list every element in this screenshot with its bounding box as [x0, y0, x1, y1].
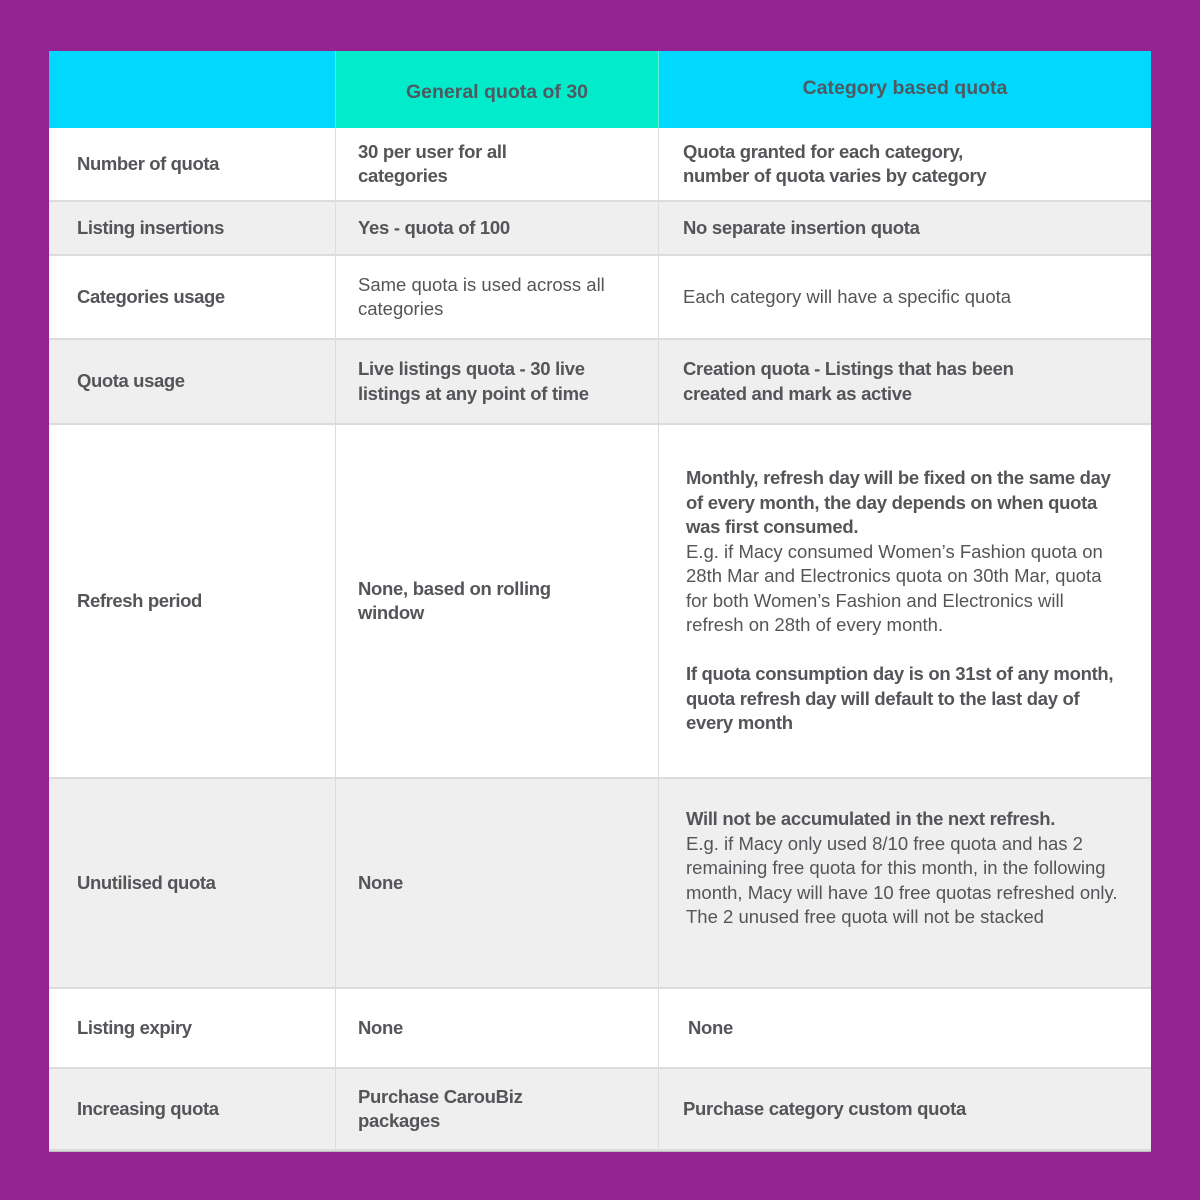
- cell-text: Purchase CarouBiz packages: [358, 1085, 523, 1131]
- general-number-of-quota: [336, 128, 659, 202]
- header-general-quota: General quota of 30: [336, 51, 659, 128]
- refresh-period-details: [686, 466, 1121, 736]
- row-label-quota-usage: Quota usage: [49, 340, 336, 425]
- row-label-unutilised-quota: Unutilised quota: [49, 779, 336, 989]
- refresh-rule-text: Monthly, refresh day will be fixed on the same day of every month, the day depends on when quota was first consumed.: [686, 467, 1111, 538]
- unutilised-example-text: E.g. if Macy only used 8/10 free quota and has 2 remaining free quota for this month, in the following month, Macy will have 10 free quotas refreshed only. The 2 unused free quota will not be stacked: [686, 832, 1118, 927]
- cell-text: Creation quota - Listings that has been created and mark as active: [683, 358, 1014, 404]
- refresh-note-text: If quota consumption day is on 31st of any month, quota refresh day will default to the last day of every month: [686, 663, 1114, 734]
- cell-text: Quota granted for each category, number of quota varies by category: [683, 140, 987, 186]
- row-label-listing-expiry: Listing expiry: [49, 989, 336, 1069]
- header-category-quota: Category based quota: [659, 51, 1151, 128]
- unutilised-rule-text: Will not be accumulated in the next refresh.: [686, 808, 1056, 829]
- row-label-increasing-quota: Increasing quota: [49, 1069, 336, 1151]
- cell-text: Same quota is used across all categories: [358, 273, 605, 319]
- cell-text: Live listings quota - 30 live listings at any point of time: [358, 358, 589, 404]
- row-label-refresh-period: Refresh period: [49, 425, 336, 779]
- category-increasing-quota: Purchase category custom quota: [659, 1069, 1151, 1151]
- general-categories-usage: [336, 256, 659, 340]
- general-increasing-quota: [336, 1069, 659, 1151]
- general-listing-expiry: None: [336, 989, 659, 1069]
- category-listing-expiry: None: [659, 989, 1151, 1069]
- cell-text: 30 per user for all categories: [358, 140, 507, 186]
- header-blank-cell: [49, 51, 336, 128]
- quota-comparison-table: [49, 51, 1151, 1151]
- category-categories-usage: Each category will have a specific quota: [659, 256, 1151, 340]
- spacer: [686, 638, 1121, 663]
- category-unutilised-quota: [659, 779, 1151, 989]
- cell-text: None, based on rolling window: [358, 577, 551, 623]
- row-label-listing-insertions: Listing insertions: [49, 202, 336, 256]
- category-quota-usage: [659, 340, 1151, 425]
- general-refresh-period: [336, 425, 659, 779]
- category-listing-insertions: No separate insertion quota: [659, 202, 1151, 256]
- category-number-of-quota: [659, 128, 1151, 202]
- unutilised-quota-details: [686, 807, 1121, 930]
- category-refresh-period: [659, 425, 1151, 779]
- row-label-categories-usage: Categories usage: [49, 256, 336, 340]
- general-listing-insertions: Yes - quota of 100: [336, 202, 659, 256]
- general-unutilised-quota: None: [336, 779, 659, 989]
- general-quota-usage: [336, 340, 659, 425]
- row-label-number-of-quota: Number of quota: [49, 128, 336, 202]
- refresh-example-text: E.g. if Macy consumed Women’s Fashion quota on 28th Mar and Electronics quota on 30th Mar, quota for both Women’s Fashion and Electronics will refresh on 28th of every month.: [686, 540, 1103, 636]
